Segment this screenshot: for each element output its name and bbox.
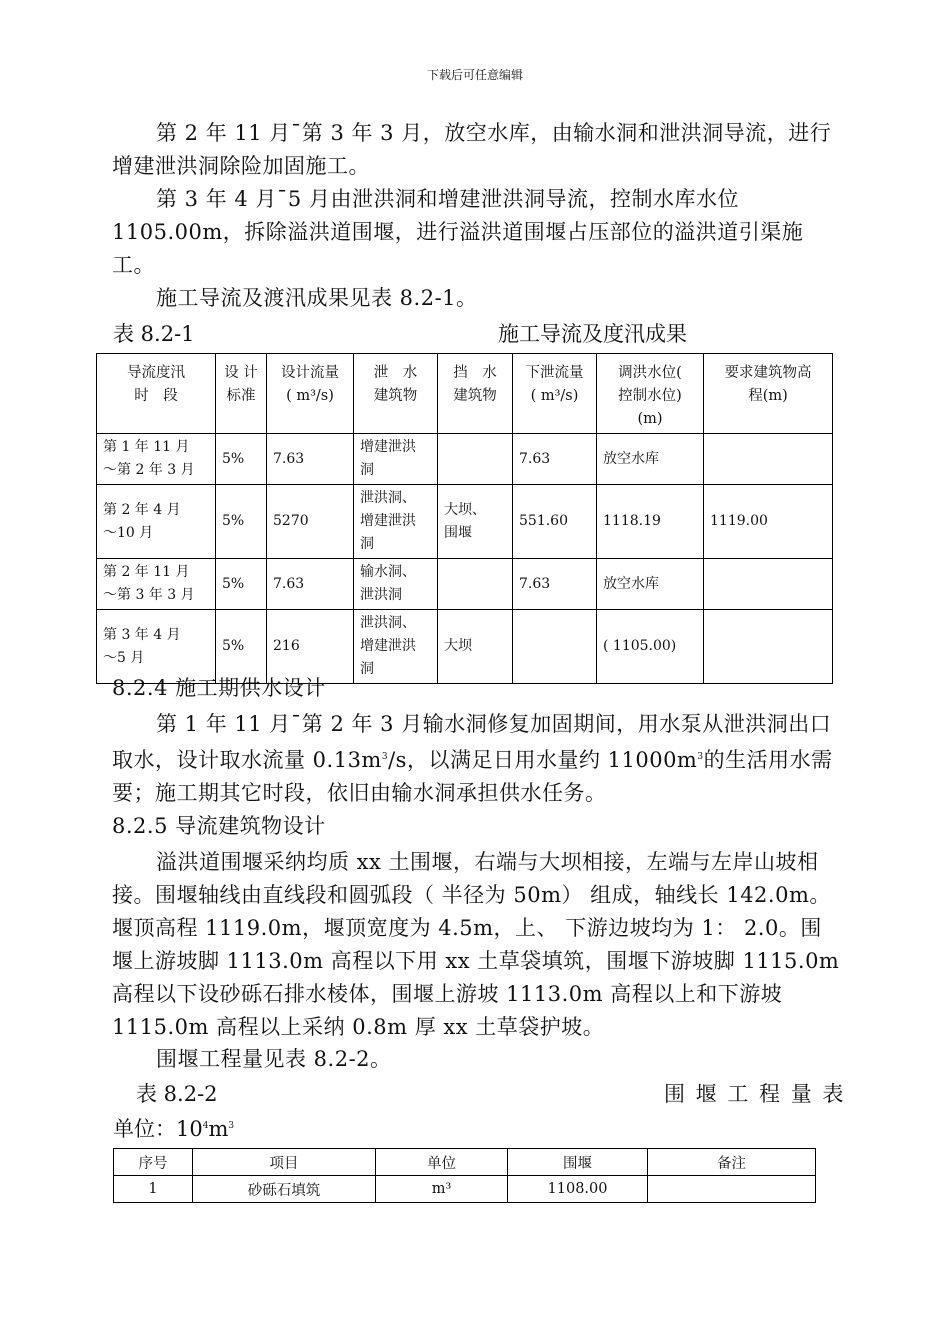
table-cell: 1118.19 (597, 485, 704, 559)
paragraph: 围堰工程量见表 8.2-2。 (156, 1047, 392, 1071)
column-header: 项目 (193, 1149, 376, 1176)
table-cell: 砂砾石填筑 (193, 1176, 376, 1203)
section-heading: 8.2.5 导流建筑物设计 (112, 814, 326, 838)
table-cell: m³ (376, 1176, 508, 1203)
table-row (97, 559, 833, 610)
column-header: 导流度汛 时 段 (97, 354, 216, 434)
column-header: 泄 水 建筑物 (354, 354, 438, 434)
column-header: 备注 (648, 1149, 816, 1176)
column-header: 调洪水位( 控制水位) (m) (597, 354, 704, 434)
table-cell: 泄洪洞、 增建泄洪 洞 (354, 485, 438, 559)
table-cell: 放空水库 (597, 434, 704, 485)
table-cell: 5% (216, 485, 267, 559)
cofferdam-quantities-table (113, 1148, 816, 1203)
table-cell: 7.63 (267, 434, 354, 485)
table-cell: 第 1 年 11 月 ～第 2 年 3 月 (97, 434, 216, 485)
paragraph: 第 3 年 4 月¯5 月由泄洪洞和增建泄洪洞导流，控制水库水位 1105.00m，拆除溢洪道围堰，进行溢洪道围堰占压部位的溢洪道引渠施工。 (112, 187, 804, 277)
table-cell: 泄洪洞、 增建泄洪 洞 (354, 610, 438, 684)
table-row (114, 1176, 816, 1203)
table-cell: 第 2 年 11 月 ～第 3 年 3 月 (97, 559, 216, 610)
column-header: 挡 水 建筑物 (438, 354, 513, 434)
table-cell (648, 1176, 816, 1203)
table-cell: 大坝、 围堰 (438, 485, 513, 559)
table-cell: 216 (267, 610, 354, 684)
section-heading: 8.2.4 施工期供水设计 (112, 676, 326, 700)
table-cell: 1108.00 (508, 1176, 648, 1203)
table-cell: 5% (216, 610, 267, 684)
column-header: 下泄流量 ( m³/s) (513, 354, 597, 434)
table-cell: 7.63 (513, 559, 597, 610)
table-cell: 大坝 (438, 610, 513, 684)
table-cell: 第 3 年 4 月 ～5 月 (97, 610, 216, 684)
table-cell: 5270 (267, 485, 354, 559)
table-header-row (97, 354, 833, 434)
column-header: 序号 (114, 1149, 193, 1176)
table-cell (438, 434, 513, 485)
column-header: 设 计 标准 (216, 354, 267, 434)
table-header-row (114, 1149, 816, 1176)
table-cell: 7.63 (267, 559, 354, 610)
unit-label: 单位：$10^4m^3$ (113, 1117, 235, 1141)
table-title: 施工导流及度汛成果 (498, 322, 687, 346)
table-cell: 第 2 年 4 月 ～10 月 (97, 485, 216, 559)
column-header: 要求建筑物高 程(m) (704, 354, 833, 434)
table-label: 表 8.2-1 (113, 322, 195, 346)
table-cell: 输水洞、 泄洪洞 (354, 559, 438, 610)
table-cell: 5% (216, 559, 267, 610)
table-cell: ( 1105.00) (597, 610, 704, 684)
page-header: 下载后可任意编辑 (426, 68, 523, 82)
table-row (97, 434, 833, 485)
table-title: 围 堰 工 程 量 表 (664, 1082, 846, 1106)
table-cell (704, 559, 833, 610)
table-cell: 7.63 (513, 434, 597, 485)
table-cell: 551.60 (513, 485, 597, 559)
diversion-results-table (96, 353, 833, 684)
table-label: 表 8.2-2 (136, 1082, 218, 1106)
table-cell: 放空水库 (597, 559, 704, 610)
column-header: 单位 (376, 1149, 508, 1176)
column-header: 围堰 (508, 1149, 648, 1176)
paragraph: 第 2 年 11 月¯第 3 年 3 月，放空水库，由输水洞和泄洪洞导流，进行增建泄洪洞除险加固施工。 (112, 121, 832, 178)
paragraph: 施工导流及渡汛成果见表 8.2-1。 (156, 286, 478, 310)
table-cell: 1 (114, 1176, 193, 1203)
table-cell (438, 559, 513, 610)
table-cell: 1119.00 (704, 485, 833, 559)
table-cell: 增建泄洪 洞 (354, 434, 438, 485)
paragraph: 溢洪道围堰采纳均质 xx 土围堰，右端与大坝相接，左端与左岸山坡相接。围堰轴线由直线段和圆弧段（ 半径为 50m） 组成，轴线长 142.0m。堰顶高程 1119.0m，堰顶宽度为 4.5m，上、 下游边坡均为 1： 2.0。围堰上游坡脚 1113.0m 高程以下用 xx 土草袋填筑，围堰下游坡脚 1115.0m 高程以下设砂砾石排水棱体，围堰上游坡 1113.0m 高程以上和下游坡 1115.0m 高程以上采纳 0.8m 厚 xx 土草袋护坡。 (112, 850, 840, 1039)
column-header: 设计流量 ( m³/s) (267, 354, 354, 434)
table-row (97, 485, 833, 559)
table-cell: 5% (216, 434, 267, 485)
paragraph: 第 1 年 11 月¯第 2 年 3 月输水洞修复加固期间，用水泵从泄洪洞出口取水，设计取水流量 $0.13m^3/s$，以满足日用水量约 $11000m^3$的生活用水需要；施工期其它时段，依旧由输水洞承担供水任务。 (112, 712, 833, 805)
table-cell (704, 434, 833, 485)
